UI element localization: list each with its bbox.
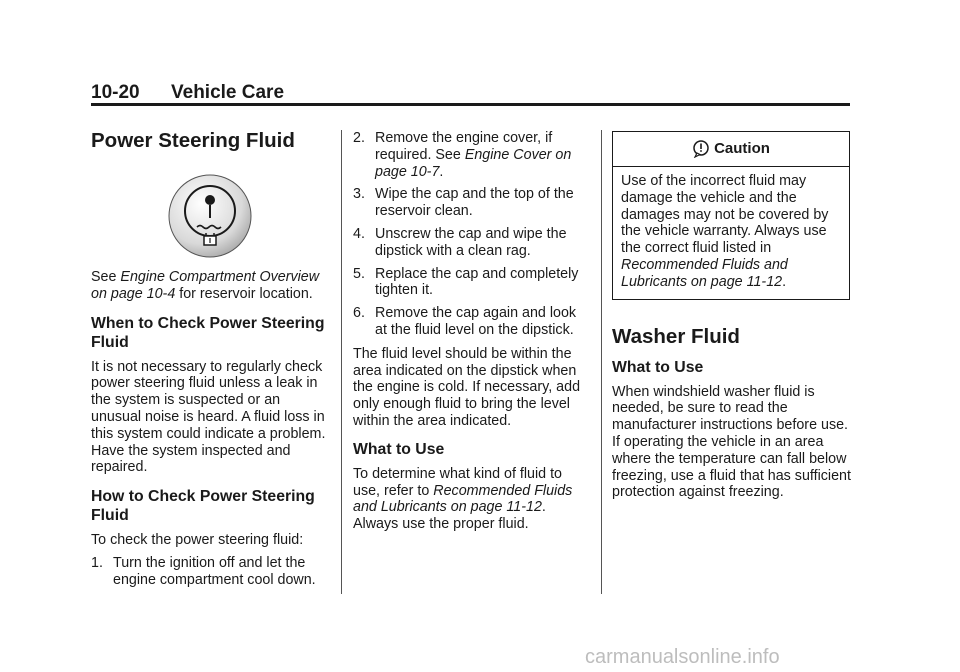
caution-title: Caution [714, 139, 770, 157]
step-number: 5. [353, 265, 365, 282]
what-prefix: To determine what kind of fluid to use, refer to [353, 465, 563, 499]
when-to-check-heading: When to Check Power Steering Fluid [91, 314, 325, 351]
page-number: 10-20 [91, 82, 140, 103]
column-divider-1 [341, 130, 342, 594]
washer-fluid-title: Washer Fluid [612, 324, 740, 348]
caution-end: . [782, 273, 787, 290]
section-title: Vehicle Care [171, 82, 285, 103]
power-steering-fluid-icon [167, 173, 253, 259]
column-divider-2 [601, 130, 602, 594]
step-text: Remove the engine cover, if required. See [375, 130, 553, 163]
column-1 [91, 126, 329, 589]
step-item-1 [91, 555, 329, 589]
see-reservoir-text [91, 269, 329, 303]
step-end: . [439, 163, 444, 180]
see-prefix: See [91, 269, 121, 285]
step-item-6 [353, 305, 591, 339]
how-to-check-intro: To check the power steering fluid: [91, 532, 304, 549]
step-item-3 [353, 186, 591, 220]
washer-what-to-use-heading: What to Use [612, 358, 704, 376]
caution-box [612, 131, 850, 300]
step-number: 4. [353, 225, 365, 242]
step-text: Unscrew the cap and wipe the dipstick with a clean rag. [375, 225, 567, 259]
what-to-use-body [353, 466, 591, 533]
what-to-use-heading: What to Use [353, 440, 445, 458]
step-text: Remove the cap again and look at the fluid level on the dipstick. [375, 305, 577, 338]
caution-text: Use of the incorrect fluid may damage the vehicle and the damages may not be covered by the vehicle warranty. Always use the correct fluid listed in [621, 173, 829, 257]
caution-icon [692, 140, 710, 158]
see-suffix: for reservoir location. [175, 285, 313, 302]
column-2 [353, 126, 591, 533]
step-number: 6. [353, 305, 365, 322]
header-rule [91, 103, 850, 106]
caution-body [613, 167, 849, 299]
step-text: Replace the cap and completely tighten it. [375, 265, 579, 299]
engine-compartment-link[interactable]: Engine Compartment Overview on page 10-4 [91, 269, 320, 302]
step-text: Turn the ignition off and let the engine compartment cool down. [113, 554, 316, 588]
step-item-4 [353, 226, 591, 260]
column-3 [612, 126, 852, 501]
engine-cover-link[interactable]: Engine Cover on page 10-7 [375, 146, 572, 180]
watermark: carmanualsonline.info [585, 646, 780, 668]
steps-list-col2 [353, 130, 591, 339]
what-suffix: . Always use the proper fluid. [353, 499, 546, 533]
step-item-2 [353, 130, 591, 180]
washer-body: When windshield washer fluid is needed, be sure to read the manufacturer instructions before use. If operating the vehicle in an area where the temperature can fall below freezing, use a fluid that has sufficient protection against freezing. [612, 383, 851, 501]
step-number: 3. [353, 186, 365, 203]
when-to-check-body: It is not necessary to regularly check power steering fluid unless a leak in the system is suspected or an unusual noise is heard. A fluid loss in this system could indicate a problem. Have the system inspected and repaired. [91, 358, 326, 476]
caution-header [613, 132, 849, 167]
recommended-fluids-link[interactable]: Recommended Fluids and Lubricants on page 11-12 [353, 482, 573, 516]
icon-container [91, 173, 329, 259]
power-steering-title: Power Steering Fluid [91, 129, 295, 152]
step-number: 1. [91, 554, 103, 571]
how-to-check-heading: How to Check Power Steering Fluid [91, 488, 315, 525]
step-number: 2. [353, 130, 365, 146]
steps-list-col1 [91, 555, 329, 589]
step-text: Wipe the cap and the top of the reservoir clean. [375, 186, 574, 220]
step-item-5 [353, 266, 591, 300]
fluid-level-body: The fluid level should be within the area indicated on the dipstick when the engine is cold. If necessary, add only enough fluid to bring the level within the area indicated. [353, 345, 581, 429]
caution-fluids-link[interactable]: Recommended Fluids and Lubricants on page 11-12 [621, 256, 788, 290]
